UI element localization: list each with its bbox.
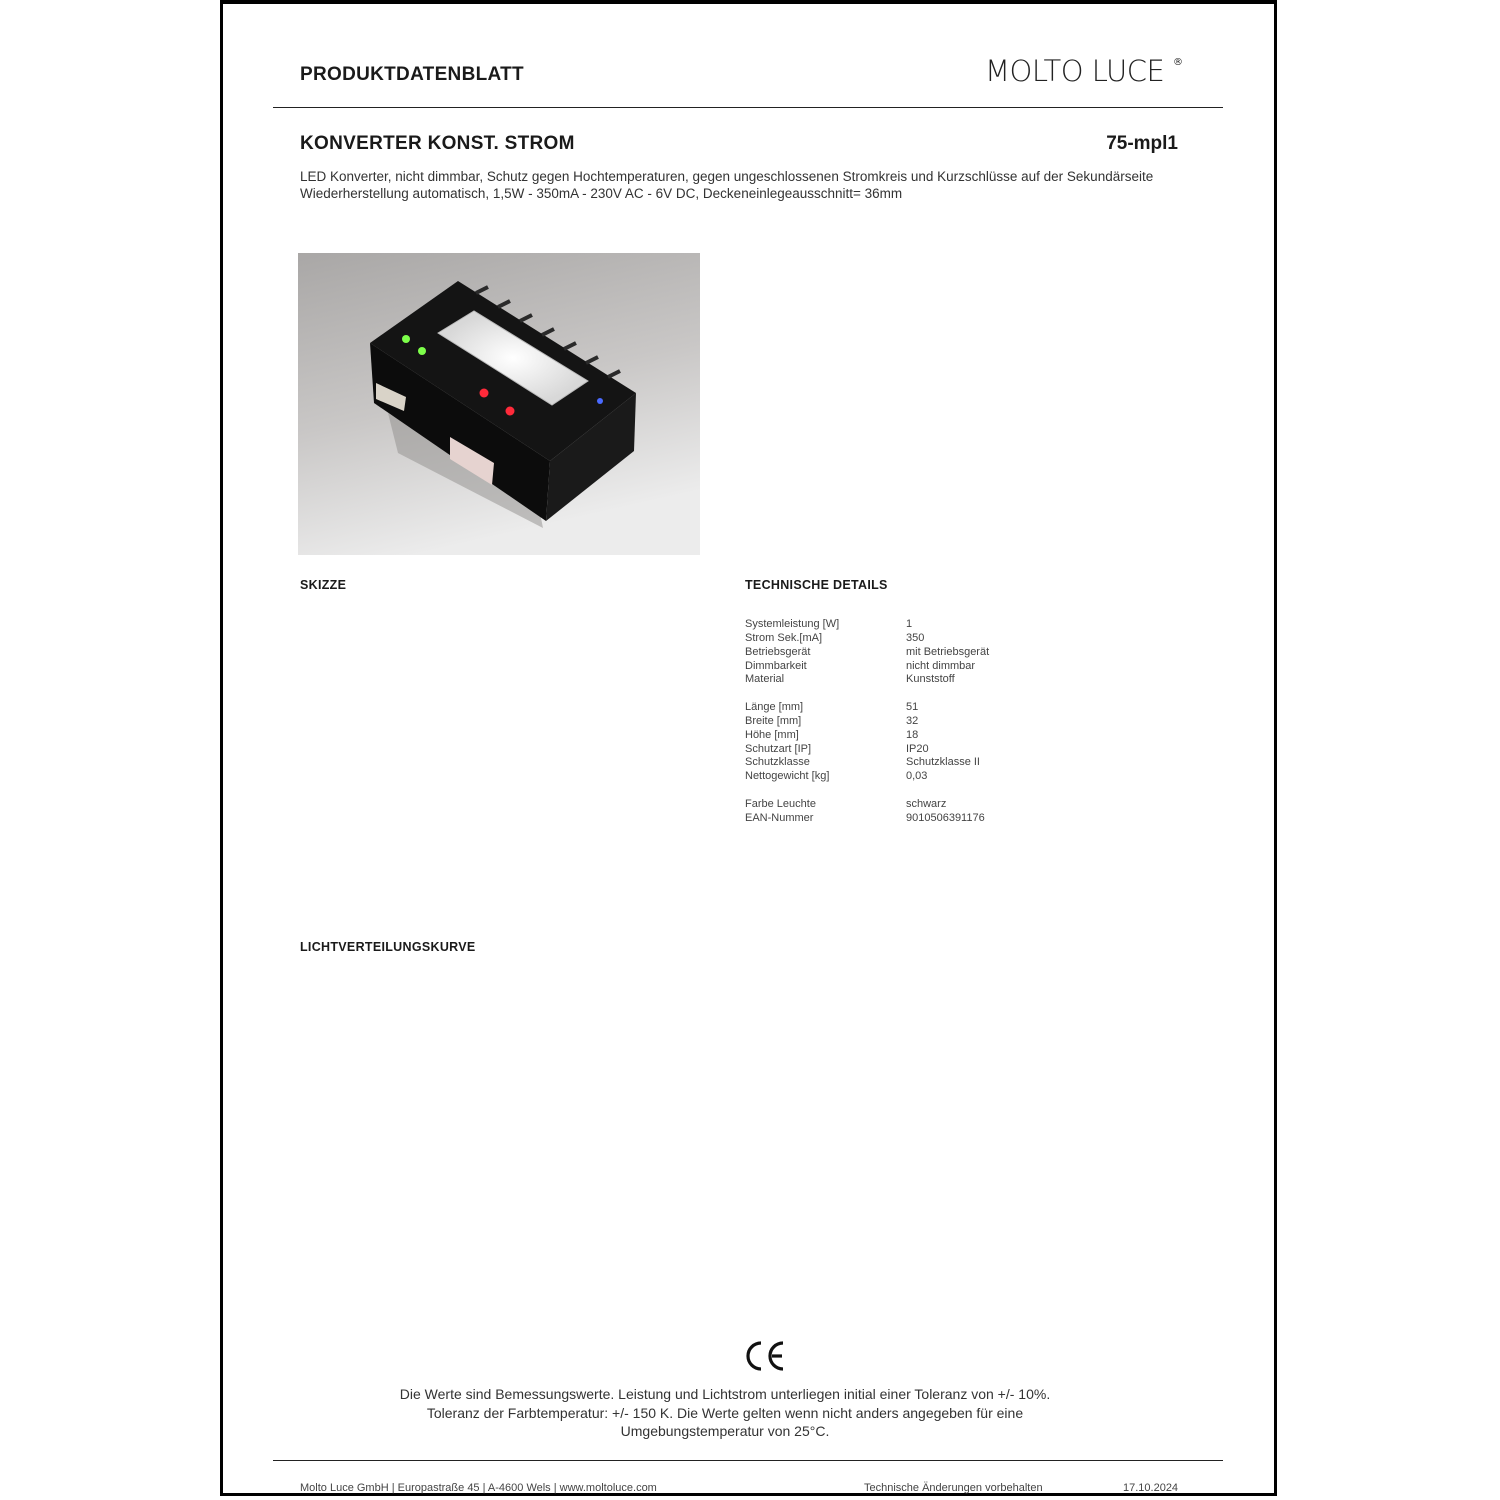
spec-label: Länge [mm] (745, 701, 804, 714)
spec-row (745, 618, 989, 632)
spec-row (745, 756, 989, 770)
header-divider (273, 107, 1223, 108)
spec-row (745, 632, 989, 646)
spec-label: Schutzart [IP] (745, 742, 812, 755)
ce-mark-icon (744, 1340, 786, 1372)
footer-notice: Technische Änderungen vorbehalten (864, 1482, 1043, 1494)
disclaimer-line: Umgebungstemperatur von 25°C. (620, 1423, 830, 1439)
spec-row (745, 660, 989, 674)
sketch-heading: SKIZZE (300, 578, 347, 592)
disclaimer (300, 1385, 1150, 1441)
spec-value: nicht dimmbar (906, 659, 976, 672)
led-green-icon (418, 347, 426, 355)
led-green-icon (402, 335, 410, 343)
spec-label: Höhe [mm] (745, 728, 799, 741)
description-line: Wiederherstellung automatisch, 1,5W - 350mA - 230V AC - 6V DC, Deckeneinlegeausschnitt= 36mm (300, 186, 903, 201)
spec-row (745, 646, 989, 660)
spec-label: Breite [mm] (745, 714, 802, 727)
description-line: LED Konverter, nicht dimmbar, Schutz gegen Hochtemperaturen, gegen ungeschlossenen Stromkreis und Kurzschlüsse auf der Sekundärseite (300, 169, 1154, 184)
spec-label: Systemleistung [W] (745, 618, 840, 630)
product-name: KONVERTER KONST. STROM (300, 133, 575, 154)
spec-row (745, 673, 989, 687)
spec-value: 1 (906, 618, 913, 630)
spec-label: Strom Sek.[mA] (745, 631, 823, 644)
tech-details-table (745, 618, 989, 826)
footer-date: 17.10.2024 (1123, 1482, 1179, 1494)
spec-label: Betriebsgerät (745, 645, 811, 658)
spec-label: EAN-Nummer (745, 811, 814, 824)
footer-divider (273, 1460, 1223, 1461)
spec-value: Kunststoff (906, 673, 955, 686)
light-distribution-heading: LICHTVERTEILUNGSKURVE (300, 940, 476, 954)
spec-label: Dimmbarkeit (745, 659, 807, 672)
led-red-icon (506, 407, 515, 416)
spec-value: 9010506391176 (906, 811, 985, 824)
tech-details-heading: TECHNISCHE DETAILS (745, 578, 888, 592)
spec-row (745, 770, 989, 784)
spec-spacer (745, 687, 989, 701)
product-code: 75-mpl1 (1106, 133, 1178, 154)
spec-value: mit Betriebsgerät (906, 645, 990, 658)
spec-label: Farbe Leuchte (745, 797, 816, 810)
spec-value: 32 (906, 714, 919, 727)
disclaimer-line: Die Werte sind Bemessungswerte. Leistung und Lichtstrom unterliegen initial einer Toleranz von +/- 10%. (399, 1386, 1051, 1402)
spec-value: 51 (906, 701, 919, 714)
spec-value: schwarz (906, 797, 947, 810)
product-description (300, 168, 1200, 202)
spec-value: 18 (906, 728, 919, 741)
svg-text:MOLTO LUCE: MOLTO LUCE (985, 54, 1165, 88)
spec-row (745, 715, 989, 729)
product-photo (298, 253, 700, 555)
led-red-icon (480, 389, 489, 398)
spec-row (745, 798, 989, 812)
spec-row (745, 743, 989, 757)
spec-row (745, 729, 989, 743)
spec-value: IP20 (906, 742, 929, 755)
spec-label: Nettogewicht [kg] (745, 770, 830, 783)
disclaimer-line: Toleranz der Farbtemperatur: +/- 150 K. Die Werte gelten wenn nicht anders angegeben für eine (426, 1404, 1024, 1421)
spec-spacer (745, 784, 989, 798)
spec-row (745, 812, 989, 826)
molto-luce-logo (985, 50, 1185, 90)
spec-row (745, 701, 989, 715)
spec-label: Schutzklasse (745, 756, 810, 769)
svg-text:®: ® (1173, 57, 1183, 68)
document-title: PRODUKTDATENBLATT (300, 64, 524, 85)
spec-label: Material (745, 673, 785, 686)
spec-value: Schutzklasse II (906, 756, 980, 769)
spec-value: 0,03 (906, 770, 928, 783)
spec-value: 350 (906, 631, 925, 644)
footer-company: Molto Luce GmbH | Europastraße 45 | A-4600 Wels | www.moltoluce.com (300, 1482, 657, 1494)
